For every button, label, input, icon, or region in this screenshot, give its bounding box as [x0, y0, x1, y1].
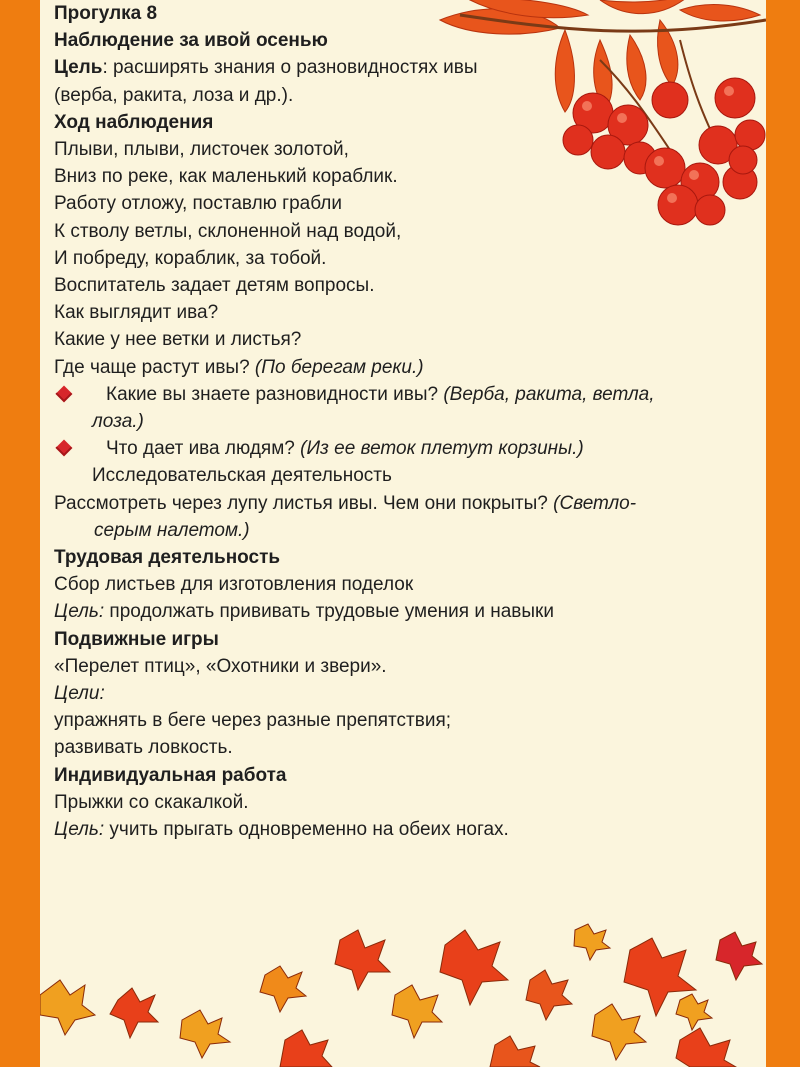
- diamond-bullet-icon: [56, 440, 73, 457]
- research-activity: Исследовательская деятельность: [92, 465, 392, 487]
- labor-heading: Трудовая деятельность: [54, 547, 281, 569]
- poem-line: Работу отложу, поставлю грабли: [54, 193, 342, 215]
- question-5-answer: (Из ее веток плетут корзины.): [300, 438, 584, 460]
- individual-goal-text: учить прыгать одновременно на обеих ногах.: [104, 819, 509, 841]
- goal-line-2: (верба, ракита, лоза и др.).: [54, 84, 294, 106]
- question-3-text: Где чаще растут ивы?: [54, 356, 255, 378]
- goals-label: Цели:: [54, 683, 105, 705]
- question-4-answer-b: лоза.): [92, 411, 144, 433]
- individual-goal: [54, 816, 754, 843]
- examine-line: [54, 490, 754, 517]
- examine-answer-b: серым налетом.): [94, 519, 250, 541]
- right-orange-frame: [766, 0, 800, 1067]
- goal-text: : расширять знания о разновидностях ивы: [102, 57, 478, 79]
- examine-text: Рассмотреть через лупу листья ивы. Чем они покрыты?: [54, 492, 554, 514]
- poem-line: И побреду, кораблик, за тобой.: [54, 247, 327, 269]
- teacher-line: Воспитатель задает детям вопросы.: [54, 275, 375, 297]
- individual-goal-label: Цель:: [54, 819, 105, 841]
- games-heading: Подвижные игры: [54, 628, 219, 650]
- question-5: [54, 435, 754, 489]
- question-1: Как выглядит ива?: [54, 302, 219, 324]
- page-sheet: [40, 0, 766, 1067]
- left-orange-frame: [0, 0, 40, 1067]
- poem-line: К стволу ветлы, склоненной над водой,: [54, 220, 402, 242]
- goals-item-1: упражнять в беге через разные препятствия;: [54, 710, 452, 732]
- observation-title: Наблюдение за ивой осенью: [54, 30, 328, 52]
- walk-plan-text: [54, 0, 754, 843]
- walk-title: Прогулка 8: [54, 3, 158, 24]
- question-3: [54, 354, 754, 381]
- individual-heading: Индивидуальная работа: [54, 764, 287, 786]
- poem-line: Плыви, плыви, листочек золотой,: [54, 139, 349, 161]
- autumn-leaves-decoration: [40, 900, 766, 1067]
- course-heading: Ход наблюдения: [54, 111, 214, 133]
- diamond-bullet-icon: [56, 385, 73, 402]
- question-4-text: Какие вы знаете разновидности ивы?: [106, 383, 444, 405]
- question-4: [54, 381, 754, 435]
- question-2: Какие у нее ветки и листья?: [54, 329, 302, 351]
- question-5-text: Что дает ива людям?: [106, 438, 301, 460]
- labor-text: Сбор листьев для изготовления поделок: [54, 574, 414, 596]
- labor-goal-text: продолжать прививать трудовые умения и навыки: [104, 601, 554, 623]
- labor-goal-label: Цель:: [54, 601, 105, 623]
- goal-label: Цель: [54, 57, 103, 79]
- goal-line: [54, 54, 754, 81]
- labor-goal: [54, 598, 754, 625]
- games-text: «Перелет птиц», «Охотники и звери».: [54, 655, 387, 677]
- individual-text: Прыжки со скакалкой.: [54, 791, 249, 813]
- question-3-answer: (По берегам реки.): [254, 356, 424, 378]
- goals-item-2: развивать ловкость.: [54, 737, 233, 759]
- examine-answer-a: (Светло-: [553, 492, 637, 514]
- poem-line: Вниз по реке, как маленький кораблик.: [54, 166, 398, 188]
- question-4-answer-a: (Верба, ракита, ветла,: [443, 383, 655, 405]
